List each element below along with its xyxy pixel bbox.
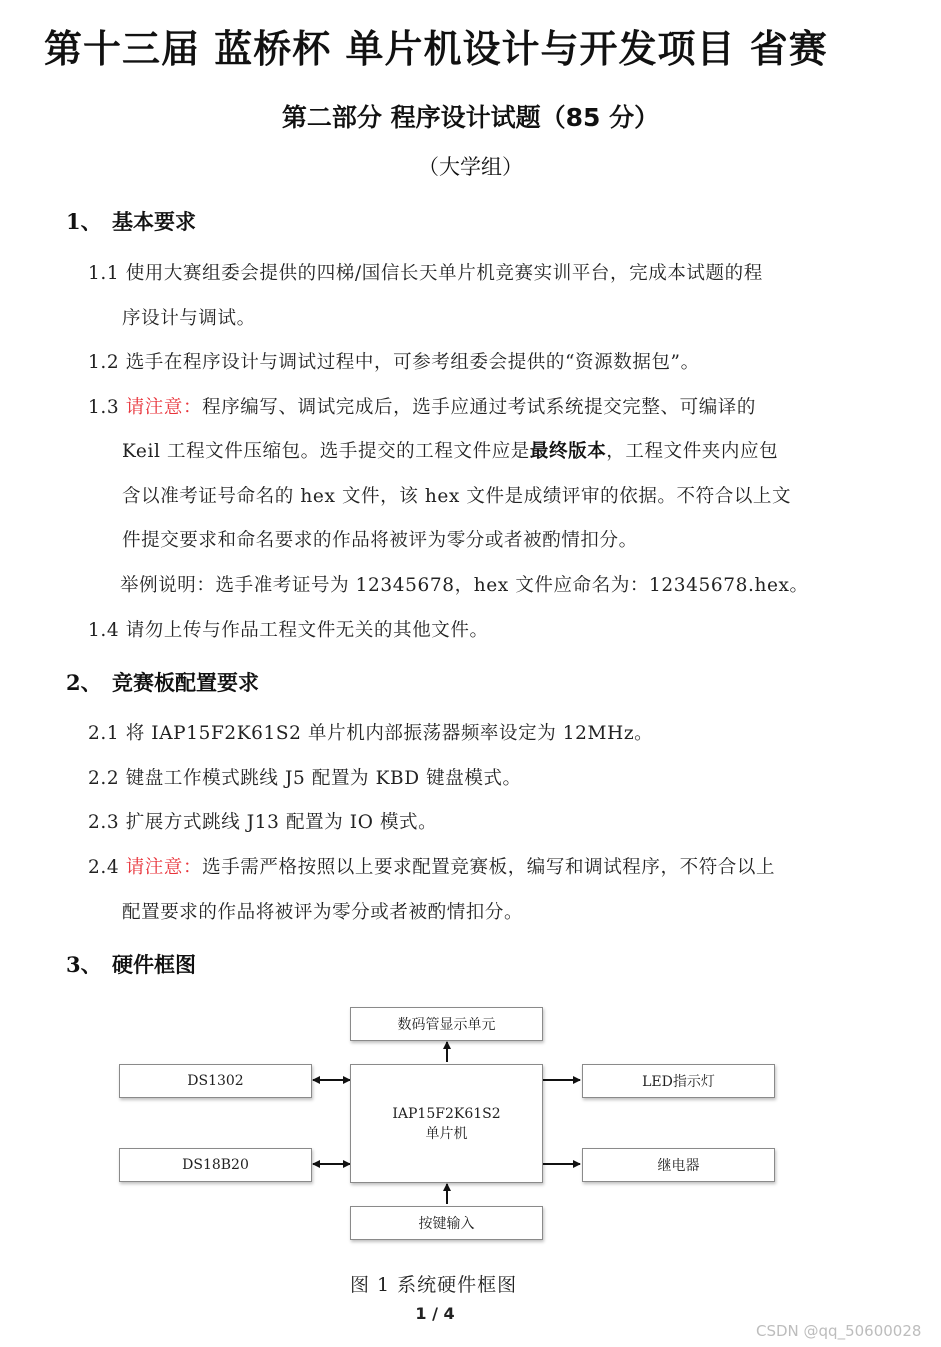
- item-2-4-note: 请注意：: [125, 857, 203, 878]
- key-input-box: 按键输入: [350, 1206, 543, 1240]
- section-1-number: 1、: [66, 209, 102, 234]
- document-subtitle: 第二部分 程序设计试题（85 分）: [281, 103, 660, 132]
- item-2-4-line2: 配置要求的作品将被评为零分或者被酌情扣分。: [122, 902, 524, 923]
- group-label: （大学组）: [418, 155, 523, 179]
- item-2-2: 2.2 键盘工作模式跳线 J5 配置为 KBD 键盘模式。: [88, 768, 522, 789]
- item-1-2: 1.2 选手在程序设计与调试过程中，可参考组委会提供的“资源数据包”。: [88, 352, 700, 373]
- item-2-1: 2.1 将 IAP15F2K61S2 单片机内部振荡器频率设定为 12MHz。: [88, 723, 654, 744]
- item-1-3-example: 举例说明：选手准考证号为 12345678，hex 文件应命名为：12345678.hex。: [120, 575, 809, 596]
- item-1-3-line2-a: Keil 工程文件压缩包。选手提交的工程文件应是: [122, 441, 530, 462]
- ds18b20-box: DS18B20: [119, 1148, 312, 1182]
- mcu-box: [350, 1064, 543, 1183]
- mcu-label: 单片机: [425, 1125, 468, 1142]
- item-1-1-cont: 序设计与调试。: [122, 308, 256, 329]
- item-1-4: 1.4 请勿上传与作品工程文件无关的其他文件。: [88, 620, 489, 641]
- item-2-3: 2.3 扩展方式跳线 J13 配置为 IO 模式。: [88, 812, 438, 833]
- page-number: 1 / 4: [415, 1304, 455, 1323]
- figure-caption: 图 1 系统硬件框图: [350, 1274, 518, 1296]
- watermark: CSDN @qq_50600028: [756, 1322, 922, 1340]
- item-1-3-note: 请注意：: [125, 397, 203, 418]
- item-1-3-text: 程序编写、调试完成后，选手应通过考试系统提交完整、可编译的: [202, 397, 757, 418]
- item-2-4-number: 2.4: [88, 857, 126, 878]
- section-1-title: 基本要求: [112, 209, 196, 234]
- relay-box: 继电器: [582, 1148, 775, 1182]
- section-3-title: 硬件框图: [112, 952, 196, 977]
- led-box: LED指示灯: [582, 1064, 775, 1098]
- item-1-3-line2-b: ，工程文件夹内应包: [606, 441, 779, 462]
- item-1-3-number: 1.3: [88, 397, 126, 418]
- section-2-number: 2、: [66, 670, 102, 695]
- final-version-emphasis: 最终版本: [529, 441, 607, 462]
- item-1-3-line3: 含以准考证号命名的 hex 文件，该 hex 文件是成绩评审的依据。不符合以上文: [122, 486, 792, 507]
- section-2-title: 竞赛板配置要求: [112, 670, 259, 695]
- item-1-1: 1.1 使用大赛组委会提供的四梯/国信长天单片机竞赛实训平台，完成本试题的程: [88, 263, 763, 284]
- display-unit-box: 数码管显示单元: [350, 1007, 543, 1041]
- item-2-4-text: 选手需严格按照以上要求配置竞赛板，编写和调试程序，不符合以上: [202, 857, 776, 878]
- section-3-number: 3、: [66, 952, 102, 977]
- ds1302-box: DS1302: [119, 1064, 312, 1098]
- mcu-model: IAP15F2K61S2: [392, 1105, 501, 1122]
- document-title: 第十三届 蓝桥杯 单片机设计与开发项目 省赛: [44, 27, 828, 71]
- item-1-3-line4: 件提交要求和命名要求的作品将被评为零分或者被酌情扣分。: [122, 530, 638, 551]
